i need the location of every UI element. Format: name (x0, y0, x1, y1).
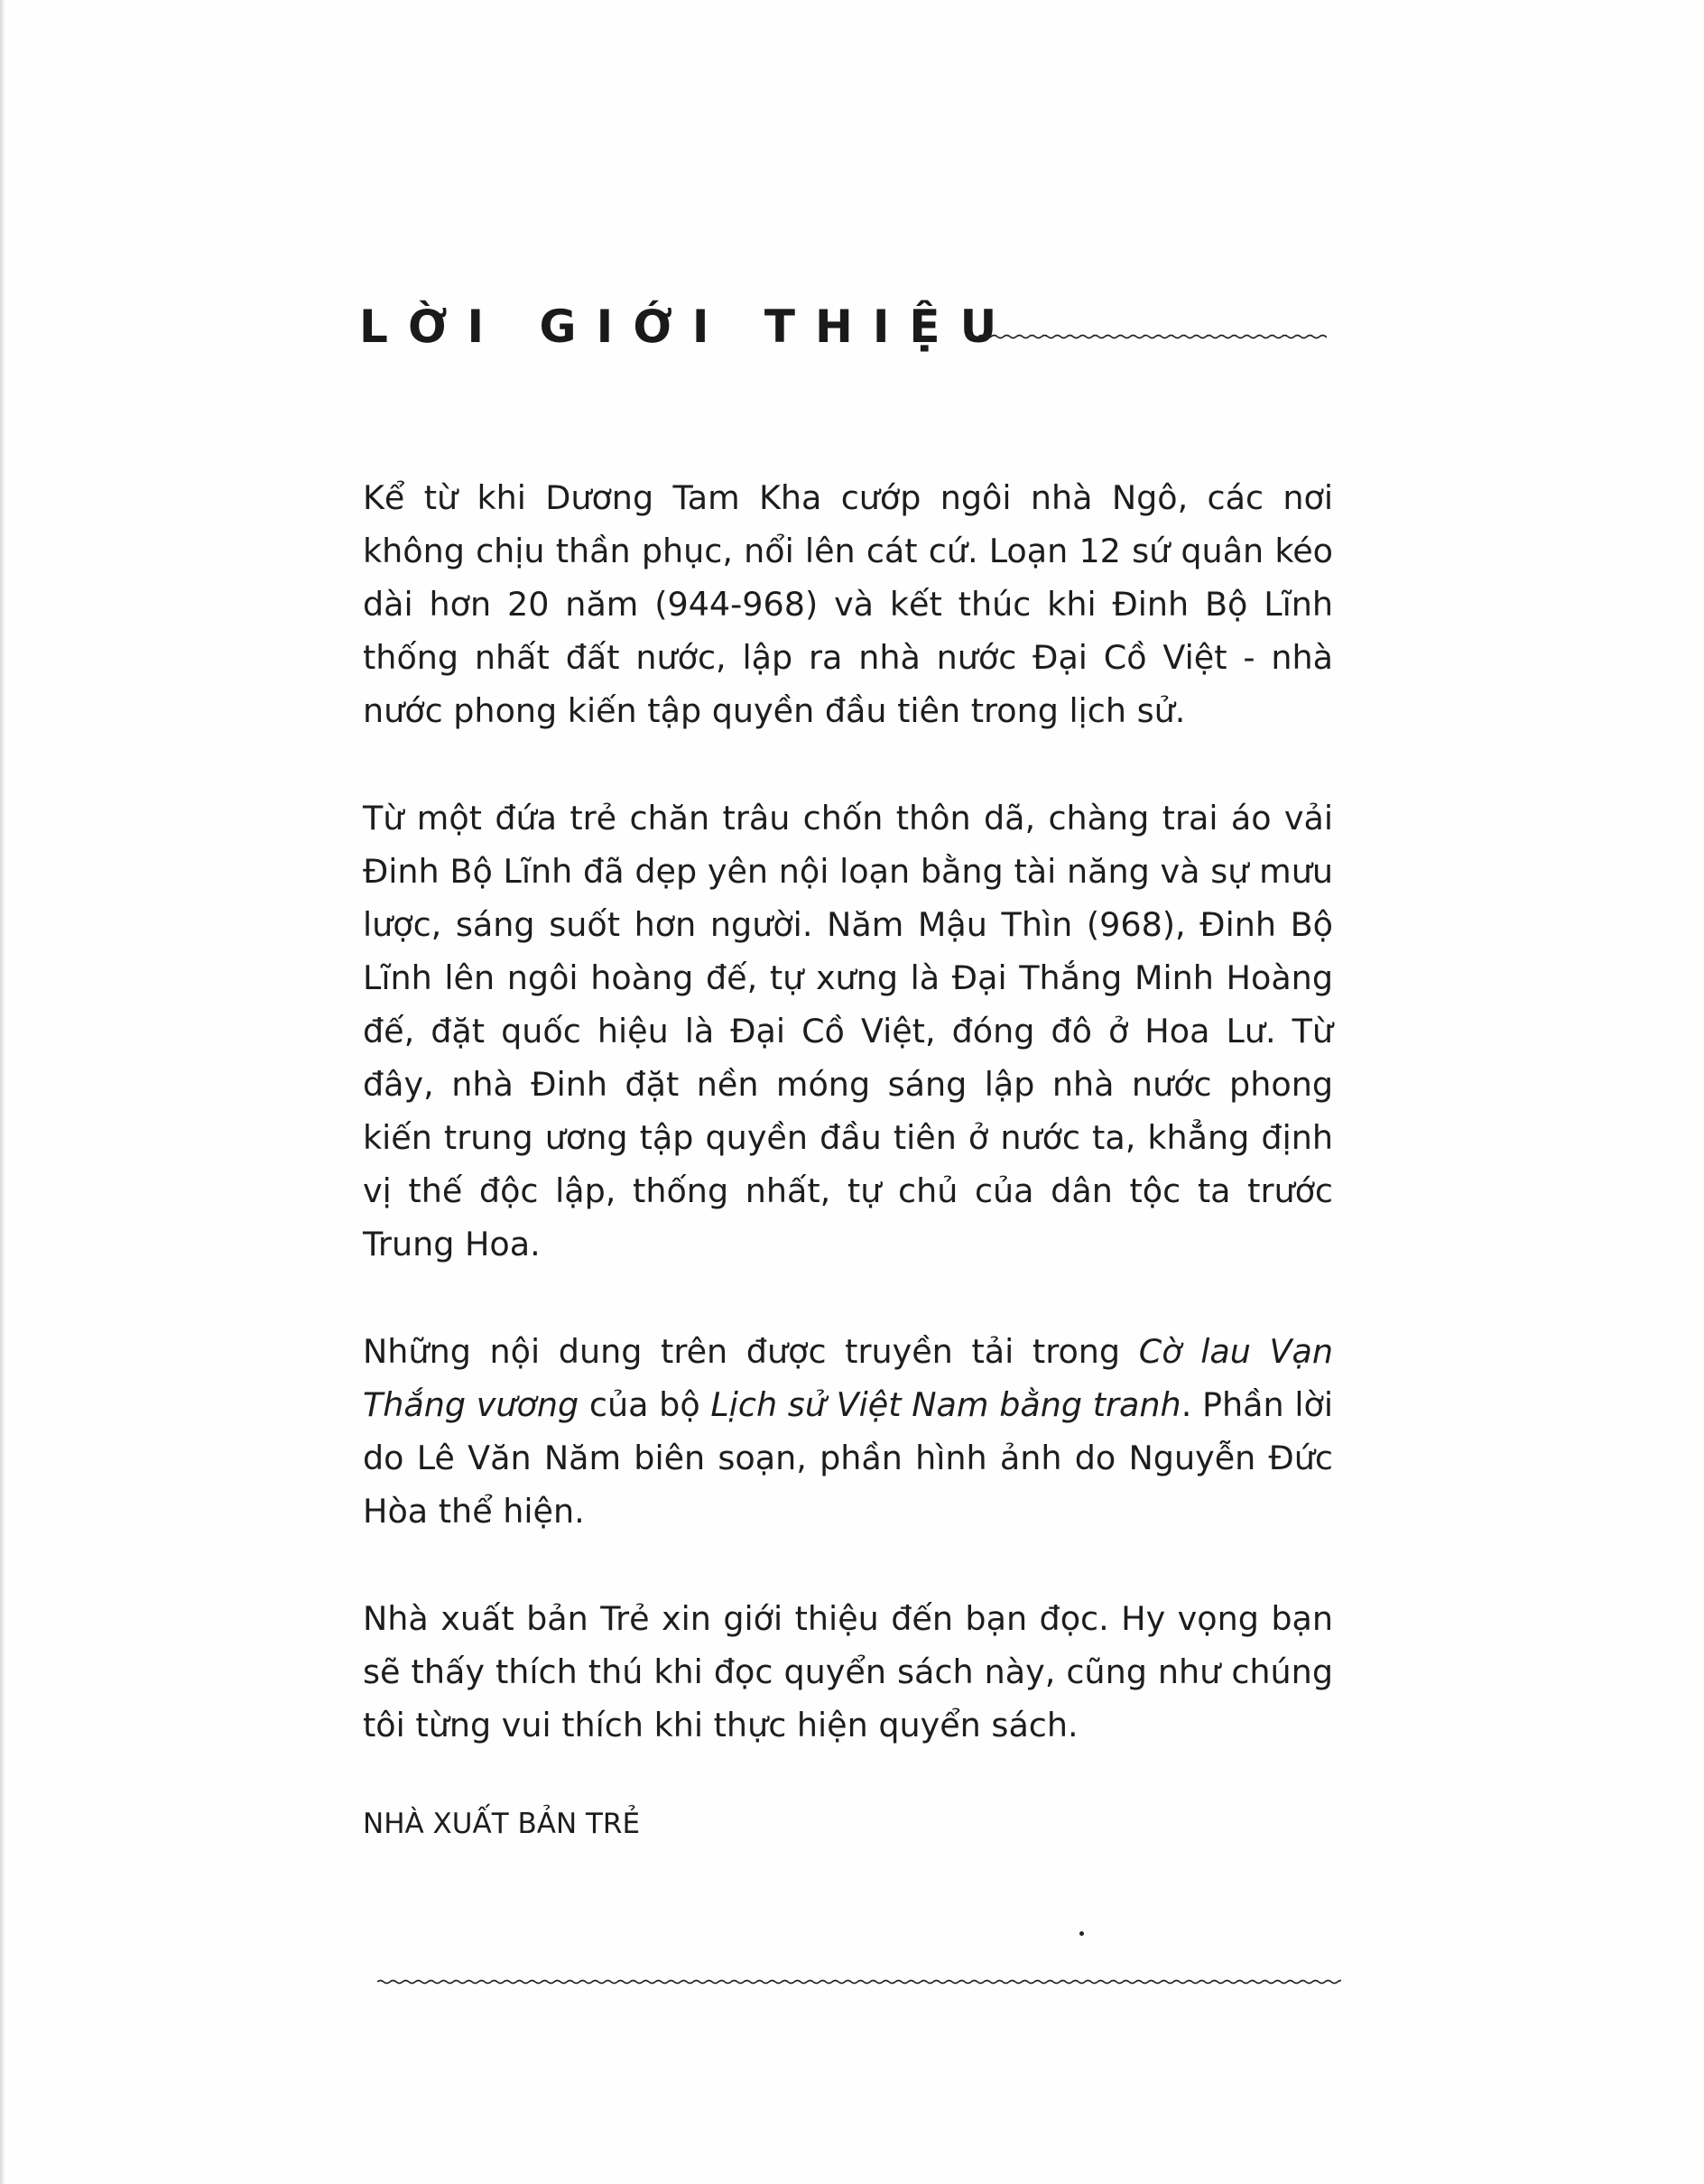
paragraph-3-text-b: của bộ (579, 1385, 711, 1424)
page-header (359, 300, 1334, 354)
page-title: LỜI GIỚI THIỆU (359, 301, 1017, 353)
book-title-co-lau: Cờ lau Vạn Thắng vương (363, 1332, 1333, 1424)
paragraph-1: Kể từ khi Dương Tam Kha cướp ngôi nhà Ngô, các nơi không chịu thần phục, nổi lên cát cứ. Loạn 12 sứ quân kéo dài hơn 20 năm (944-968) và kết thúc khi Đinh Bộ Lĩnh thống nhất đất nước, lập ra nhà nước Đại Cồ Việt - nhà nước phong kiến tập quyền đầu tiên trong lịch sử. (363, 478, 1333, 730)
intro-body (363, 471, 1333, 1842)
paragraph-4: Nhà xuất bản Trẻ xin giới thiệu đến bạn đọc. Hy vọng bạn sẽ thấy thích thú khi đọc quyển sách này, cũng như chúng tôi từng vui thích khi thực hiện quyển sách. (363, 1599, 1333, 1744)
paragraph-3 (363, 1325, 1333, 1538)
series-title-lich-su: Lịch sử Việt Nam bằng tranh (710, 1385, 1181, 1424)
paragraph-3-text-c: . Phần lời do Lê Văn Năm biên soạn, phần hình ảnh do Nguyễn Đức Hòa thể hiện. (363, 1385, 1333, 1531)
page-binding-edge (0, 0, 5, 2184)
publisher-signature: NHÀ XUẤT BẢN TRẺ (363, 1808, 641, 1840)
paragraph-2: Từ một đứa trẻ chăn trâu chốn thôn dã, chàng trai áo vải Đinh Bộ Lĩnh đã dẹp yên nội loạn bằng tài năng và sự mưu lược, sáng suốt hơn người. Năm Mậu Thìn (968), Đinh Bộ Lĩnh lên ngôi hoàng đế, tự xưng là Đại Thắng Minh Hoàng đế, đặt quốc hiệu là Đại Cồ Việt, đóng đô ở Hoa Lư. Từ đây, nhà Đinh đặt nền móng sáng lập nhà nước phong kiến trung ương tập quyền đầu tiên ở nước ta, khẳng định vị thế độc lập, thống nhất, tự chủ của dân tộc ta trước Trung Hoa. (363, 799, 1333, 1263)
stray-dot (1079, 1931, 1084, 1936)
bottom-wave-divider (377, 1976, 1341, 1987)
paragraph-3-text-a: Những nội dung trên được truyền tải trong (363, 1332, 1139, 1371)
title-wave-divider (966, 332, 1327, 341)
